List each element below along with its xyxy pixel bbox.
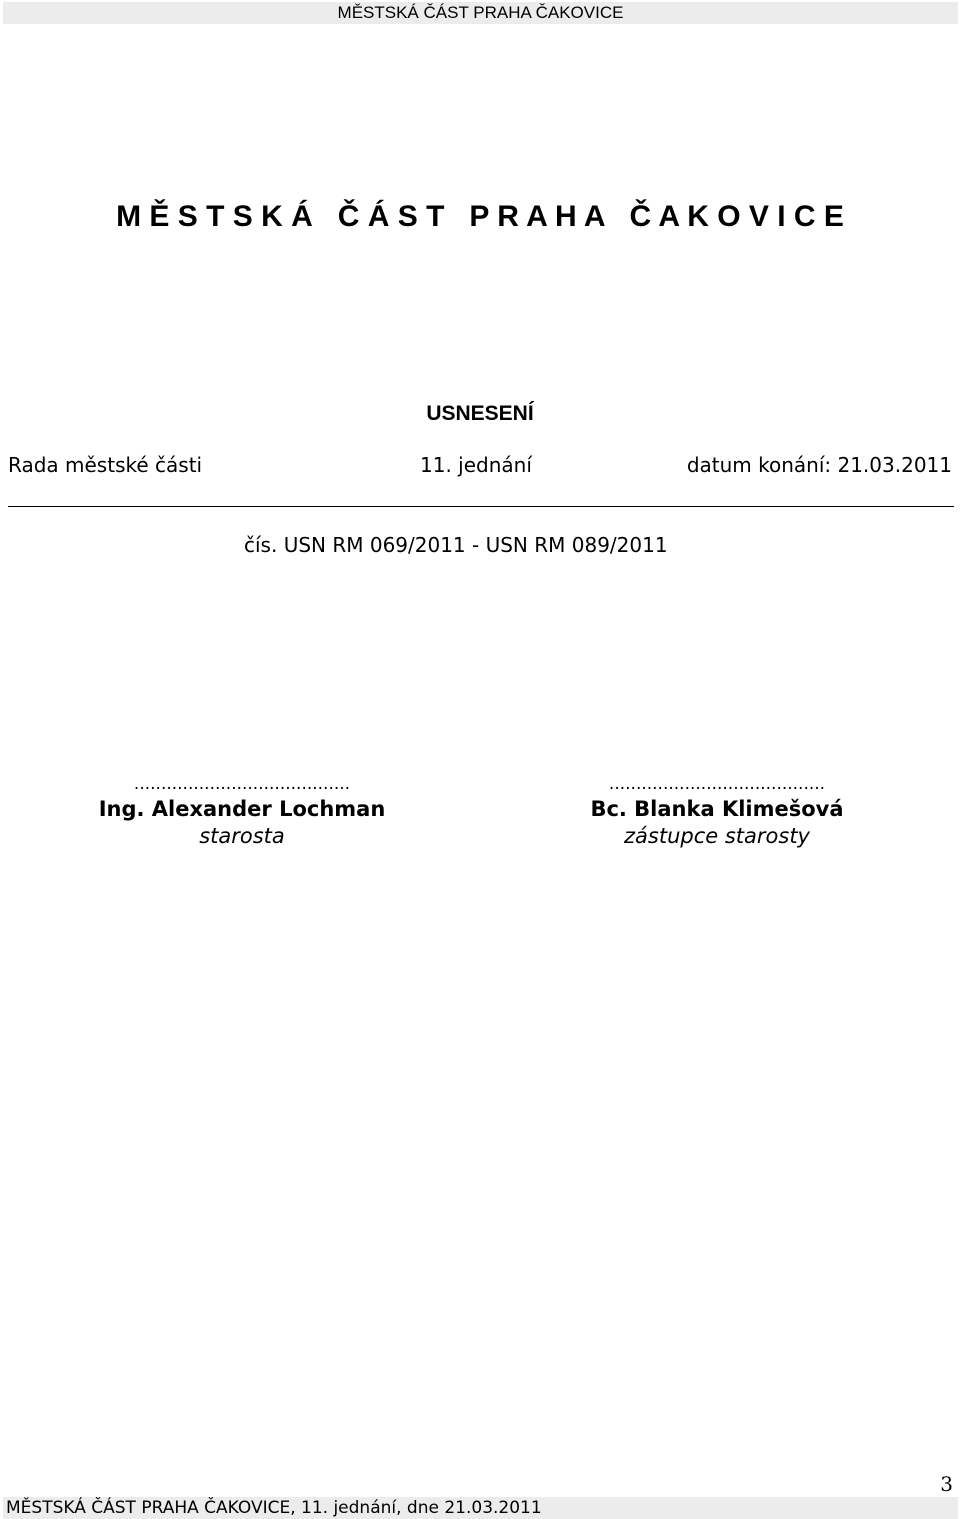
- signatory-name: Bc. Blanka Klimešová: [590, 797, 844, 821]
- meeting-number: 11. jednání: [420, 453, 532, 477]
- divider-line: [8, 506, 954, 507]
- page-number: 3: [940, 1472, 953, 1496]
- resolution-numbers: čís. USN RM 069/2011 - USN RM 089/2011: [244, 533, 668, 557]
- body-name: Rada městské části: [8, 453, 203, 477]
- signatory-role: starosta: [199, 824, 285, 848]
- document-title: M Ě S T S K Á Č Á S T P R A H A Č A K O V I C E: [116, 200, 844, 233]
- resolution-heading: USNESENÍ: [426, 402, 534, 425]
- signature-block-deputy: [552, 773, 882, 849]
- page-footer: MĚSTSKÁ ČÁST PRAHA ČAKOVICE, 11. jednání, dne 21.03.2011: [3, 1497, 958, 1519]
- signature-block-mayor: [77, 773, 407, 849]
- signature-line: ........................................: [608, 774, 826, 794]
- signatory-role: zástupce starosty: [624, 824, 810, 848]
- meeting-date: datum konání: 21.03.2011: [686, 453, 952, 477]
- signature-line: ........................................: [133, 774, 351, 794]
- signatory-name: Ing. Alexander Lochman: [98, 797, 386, 821]
- page-header: MĚSTSKÁ ČÁST PRAHA ČAKOVICE: [3, 2, 958, 24]
